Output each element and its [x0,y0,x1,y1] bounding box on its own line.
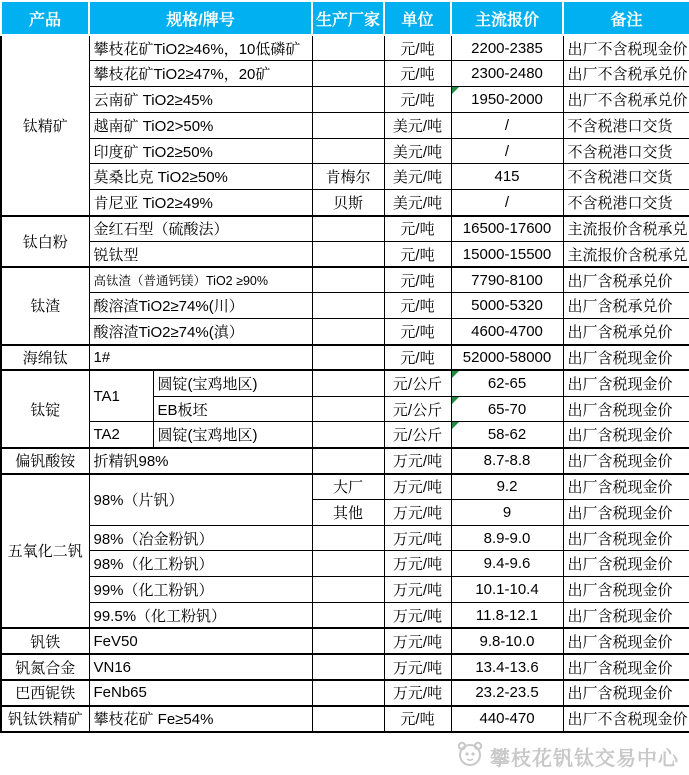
producer-cell [312,293,384,319]
price-cell: 9.8-10.0 [451,628,563,654]
spec-cell: 98%（片钒） [89,474,312,526]
unit-cell: 万元/吨 [384,448,451,474]
product-cell: 巴西铌铁 [1,680,89,706]
unit-cell: 万元/吨 [384,603,451,629]
producer-cell [312,241,384,267]
note-cell: 出厂不含税承兑价 [563,87,689,113]
col-header-note: 备注 [563,1,689,35]
unit-cell: 万元/吨 [384,551,451,577]
price-cell: 9 [451,499,563,525]
table-row [1,87,689,113]
table-row [1,628,689,654]
note-cell: 不含税港口交货 [563,190,689,216]
price-value: 58-62 [487,426,527,444]
spec-cell: 金红石型（硫酸法） [89,216,312,242]
note-cell: 出厂不含税现金价 [563,706,689,732]
producer-cell [312,603,384,629]
producer-cell [312,112,384,138]
price-cell: 11.8-12.1 [451,603,563,629]
unit-cell: 元/公斤 [384,422,451,448]
producer-cell [312,422,384,448]
note-cell: 不含税港口交货 [563,112,689,138]
unit-cell: 万元/吨 [384,499,451,525]
unit-cell: 元/吨 [384,35,451,61]
producer-cell: 贝斯 [312,190,384,216]
producer-cell [312,577,384,603]
producer-cell [312,706,384,732]
producer-cell [312,396,384,422]
table-header [1,1,689,35]
table-row [1,164,689,190]
unit-cell: 元/吨 [384,216,451,242]
price-cell: 23.2-23.5 [451,680,563,706]
spec-cell: 99%（化工粉钒） [89,577,312,603]
unit-cell: 美元/吨 [384,164,451,190]
spec-cell: 圆锭(宝鸡地区) [153,422,312,448]
note-cell: 出厂不含税现金价 [563,35,689,61]
note-cell: 出厂含税现金价 [563,474,689,500]
comment-marker-icon [452,422,459,429]
note-cell: 出厂含税现金价 [563,654,689,680]
price-cell: / [451,112,563,138]
price-cell: 9.4-9.6 [451,551,563,577]
spec-cell: FeNb65 [89,680,312,706]
col-header-producer: 生产厂家 [312,1,384,35]
table-row [1,551,689,577]
price-cell: 16500-17600 [451,216,563,242]
table-row [1,654,689,680]
producer-cell [312,551,384,577]
spec-cell: 酸溶渣TiO2≥74%(滇） [89,319,312,345]
table-row [1,190,689,216]
unit-cell: 元/吨 [384,61,451,87]
price-cell: 415 [451,164,563,190]
price-cell: 7790-8100 [451,267,563,293]
spec-cell: 99.5%（化工粉钒） [89,603,312,629]
price-cell: 440-470 [451,706,563,732]
note-cell: 出厂含税现金价 [563,396,689,422]
unit-cell: 万元/吨 [384,525,451,551]
unit-cell: 元/吨 [384,319,451,345]
price-cell: 8.9-9.0 [451,525,563,551]
unit-cell: 万元/吨 [384,654,451,680]
producer-cell [312,448,384,474]
table-row [1,112,689,138]
note-cell: 不含税港口交货 [563,164,689,190]
spec-cell: 印度矿 TiO2≥50% [89,138,312,164]
note-cell: 出厂含税现金价 [563,370,689,396]
spec-cell: EB板坯 [153,396,312,422]
price-cell: 8.7-8.8 [451,448,563,474]
producer-cell [312,680,384,706]
watermark [0,733,689,772]
unit-cell: 元/吨 [384,241,451,267]
note-cell: 出厂含税现金价 [563,345,689,371]
producer-cell [312,319,384,345]
price-cell: 9.2 [451,474,563,500]
note-cell: 出厂含税承兑价 [563,319,689,345]
comment-marker-icon [452,371,459,378]
product-cell: 钛渣 [1,267,89,344]
spec-cell: 1# [89,345,312,371]
unit-cell: 元/公斤 [384,370,451,396]
price-value: 1950-2000 [471,90,543,108]
note-cell: 出厂含税现金价 [563,525,689,551]
note-cell: 出厂含税现金价 [563,628,689,654]
table-row [1,319,689,345]
unit-cell: 美元/吨 [384,112,451,138]
product-cell: 五氧化二钒 [1,474,89,629]
exchange-logo-icon [456,741,484,772]
spec-cell: 高钛渣（普通钙镁）TiO2 ≥90% [89,267,312,293]
unit-cell: 元/吨 [384,87,451,113]
comment-marker-icon [452,397,459,404]
header-row [1,1,689,35]
note-cell: 出厂含税现金价 [563,603,689,629]
price-cell: 13.4-13.6 [451,654,563,680]
product-cell: 偏钒酸铵 [1,448,89,474]
spec-cell: 攀枝花矿TiO2≥46%，10低磷矿 [89,35,312,61]
product-cell: 钒铁 [1,628,89,654]
unit-cell: 元/吨 [384,345,451,371]
table-row [1,241,689,267]
producer-cell [312,61,384,87]
unit-cell: 元/公斤 [384,396,451,422]
unit-cell: 元/吨 [384,293,451,319]
table-row [1,448,689,474]
note-cell: 出厂含税现金价 [563,577,689,603]
producer-cell: 肯梅尔 [312,164,384,190]
spec-cell: 肯尼亚 TiO2≥49% [89,190,312,216]
spec-cell: 攀枝花矿 Fe≥54% [89,706,312,732]
producer-cell [312,35,384,61]
spec-cell: 折精钒98% [89,448,312,474]
table-row [1,525,689,551]
price-cell: / [451,190,563,216]
producer-cell [312,345,384,371]
price-cell: / [451,138,563,164]
price-cell: 2200-2385 [451,35,563,61]
spec-cell: 锐钛型 [89,241,312,267]
note-cell: 主流报价含税承兑 [563,241,689,267]
table-row [1,293,689,319]
price-cell: 52000-58000 [451,345,563,371]
price-cell: 2300-2480 [451,61,563,87]
producer-cell [312,628,384,654]
product-cell: 钒钛铁精矿 [1,706,89,732]
producer-cell [312,267,384,293]
col-header-spec: 规格/牌号 [89,1,312,35]
note-cell: 出厂含税现金价 [563,551,689,577]
unit-cell: 万元/吨 [384,680,451,706]
producer-cell [312,87,384,113]
col-header-unit: 单位 [384,1,451,35]
table-row [1,267,689,293]
product-cell: 钛锭 [1,370,89,447]
table-row [1,370,689,396]
spec-cell: 云南矿 TiO2≥45% [89,87,312,113]
table-row [1,35,689,61]
producer-cell: 其他 [312,499,384,525]
spec-cell: 越南矿 TiO2>50% [89,112,312,138]
unit-cell: 万元/吨 [384,628,451,654]
note-cell: 主流报价含税承兑 [563,216,689,242]
spec-cell: FeV50 [89,628,312,654]
price-cell: 10.1-10.4 [451,577,563,603]
table-row [1,345,689,371]
producer-cell [312,654,384,680]
table-row [1,680,689,706]
unit-cell: 万元/吨 [384,577,451,603]
table-row [1,706,689,732]
unit-cell: 元/吨 [384,267,451,293]
note-cell: 出厂含税现金价 [563,680,689,706]
price-cell [451,422,563,448]
note-cell: 出厂含税现金价 [563,422,689,448]
spec-cell: 98%（化工粉钒） [89,551,312,577]
note-cell: 出厂含税现金价 [563,448,689,474]
unit-cell: 元/吨 [384,706,451,732]
spec-cell: 圆锭(宝鸡地区) [153,370,312,396]
comment-marker-icon [452,87,459,94]
unit-cell: 美元/吨 [384,138,451,164]
spec-cell: 攀枝花矿TiO2≥47%，20矿 [89,61,312,87]
note-cell: 出厂含税现金价 [563,499,689,525]
producer-cell: 大厂 [312,474,384,500]
note-cell: 出厂不含税承兑价 [563,61,689,87]
grade-cell: TA2 [89,422,153,448]
producer-cell [312,525,384,551]
spec-cell: 酸溶渣TiO2≥74%(川） [89,293,312,319]
spec-cell: 98%（冶金粉钒） [89,525,312,551]
producer-cell [312,370,384,396]
producer-cell [312,216,384,242]
col-header-product: 产品 [1,1,89,35]
watermark-text: 攀枝花钒钛交易中心 [490,747,679,770]
table-row [1,577,689,603]
producer-cell [312,138,384,164]
price-cell: 15000-15500 [451,241,563,267]
unit-cell: 万元/吨 [384,474,451,500]
price-cell [451,396,563,422]
note-cell: 不含税港口交货 [563,138,689,164]
spec-cell: VN16 [89,654,312,680]
product-cell: 海绵钛 [1,345,89,371]
unit-cell: 美元/吨 [384,190,451,216]
product-cell: 钛白粉 [1,216,89,268]
table-row [1,138,689,164]
table-row [1,61,689,87]
price-cell [451,370,563,396]
product-cell: 钒氮合金 [1,654,89,680]
price-cell [451,87,563,113]
price-value: 65-70 [487,400,527,418]
table-row [1,603,689,629]
product-cell: 钛精矿 [1,35,89,216]
spec-cell: 莫桑比克 TiO2≥50% [89,164,312,190]
price-cell: 5000-5320 [451,293,563,319]
col-header-price: 主流报价 [451,1,563,35]
price-value: 62-65 [487,375,527,392]
table-row [1,474,689,500]
grade-cell: TA1 [89,370,153,422]
note-cell: 出厂含税承兑价 [563,267,689,293]
price-cell: 4600-4700 [451,319,563,345]
table-row [1,216,689,242]
table-row [1,422,689,448]
note-cell: 出厂含税承兑价 [563,293,689,319]
